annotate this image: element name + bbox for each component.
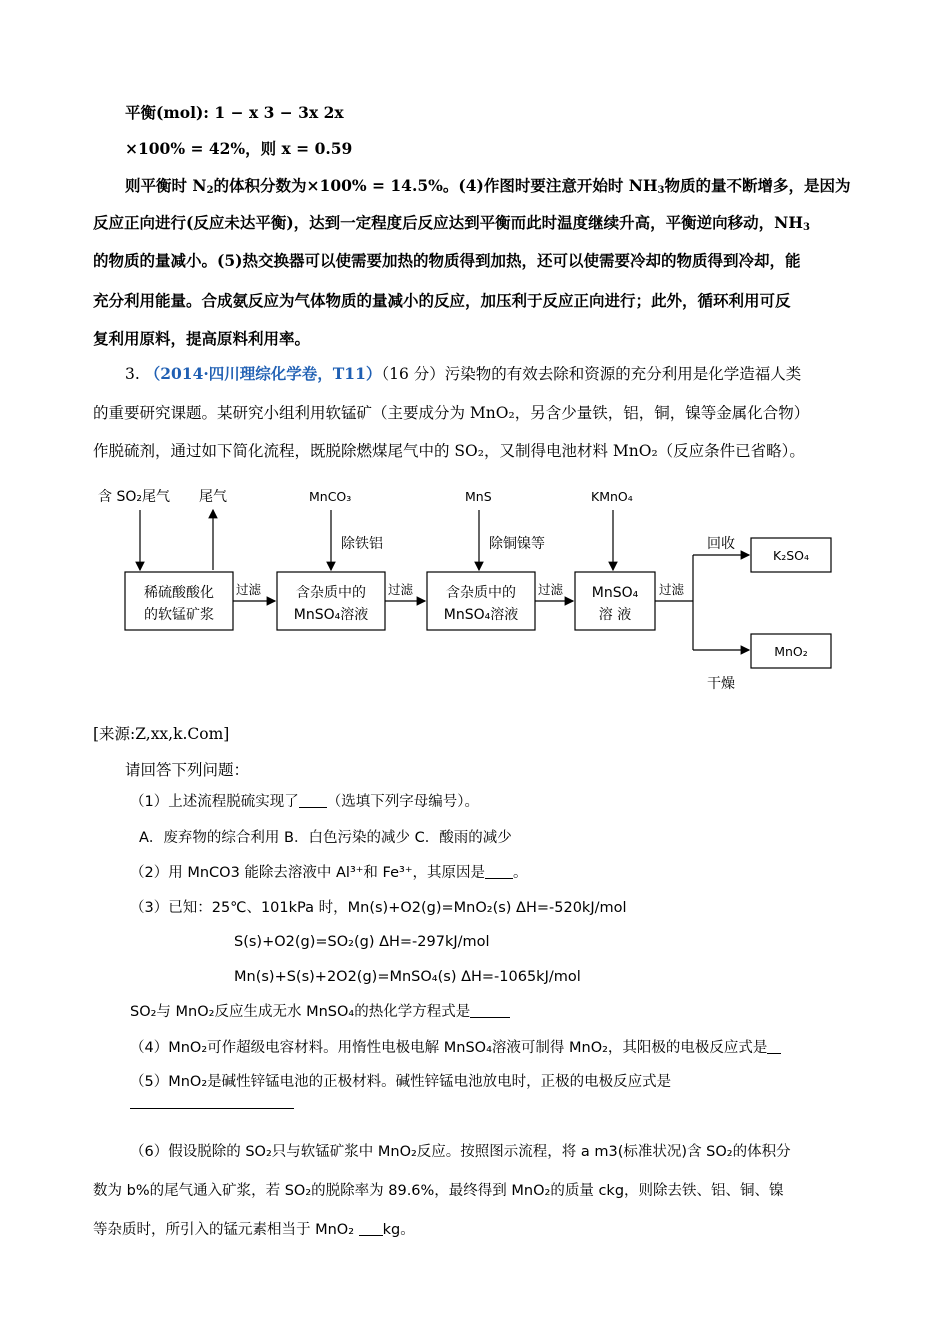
question-2 [130, 863, 527, 883]
q4-answer-blank [767, 1039, 781, 1054]
q6-answer-blank [359, 1221, 383, 1236]
question-3-line-1: （3）已知：25℃、101kPa 时，Mn(s)+O2(g)=MnO₂(s) ΔH=-520kJ/mol [130, 900, 627, 916]
box2-line2: MnSO₄溶液 [293, 607, 369, 623]
question-intro-1 [125, 364, 801, 384]
question-5: （5）MnO₂是碱性锌锰电池的正极材料。碱性锌锰电池放电时，正极的电极反应式是 [130, 1074, 672, 1090]
solution-text: 反应正向进行(反应未达平衡)，达到一定程度后反应达到平衡而此时温度继续升高，平衡逆向移动，NH [93, 213, 803, 232]
question-6-line-1: （6）假设脱除的 SO₂只与软锰矿浆中 MnO₂反应。按照图示流程，将 a m3(标准状况)含 SO₂的体积分 [130, 1144, 791, 1160]
label-remove-fe-al: 除铁铝 [341, 536, 383, 552]
label-recover: 回收 [707, 536, 735, 552]
question-source: （2014·四川理综化学卷，T11） [144, 364, 382, 383]
question-1-options: A．废弃物的综合利用 B．白色污染的减少 C．酸雨的减少 [139, 830, 512, 846]
label-reagent-mns: MnS [465, 489, 492, 504]
box1-line1: 稀硫酸酸化 [144, 585, 214, 601]
question-6-line-2: 数为 b%的尾气通入矿浆，若 SO₂的脱除率为 89.6%，最终得到 MnO₂的质量 ckg，则除去铁、铝、铜、镍 [93, 1183, 784, 1199]
q4-text: （4）MnO₂可作超级电容材料。用惰性电极电解 MnSO₄溶液可制得 MnO₂，其阳极的电极反应式是 [130, 1040, 768, 1056]
box1-line2: 的软锰矿浆 [144, 607, 214, 623]
solution-line-6: 充分利用能量。合成氨反应为气体物质的量减小的反应，加压利于反应正向进行；此外，循环利用可反 [93, 291, 791, 310]
solution-text: 物质的量不断增多，是因为 [664, 176, 851, 195]
label-reagent-kmno4: KMnO₄ [591, 489, 633, 504]
question-number: 3. [125, 365, 140, 383]
q5-answer-blank [130, 1108, 294, 1109]
label-filter-1: 过滤 [236, 582, 262, 597]
question-3-line-2: S(s)+O2(g)=SO₂(g) ΔH=-297kJ/mol [234, 934, 490, 950]
box2-line1: 含杂质中的 [296, 585, 366, 601]
q2-text: （2）用 MnCO3 能除去溶液中 Al³⁺和 Fe³⁺，其原因是 [130, 865, 485, 881]
question-intro: （16 分）污染物的有效去除和资源的充分利用是化学造福人类 [381, 365, 802, 383]
q6-end: kg。 [382, 1222, 415, 1238]
question-3-line-4 [130, 1002, 510, 1022]
q3-answer-blank [470, 1003, 510, 1018]
label-remove-cu-ni: 除铜镍等 [489, 536, 545, 552]
solution-line-3: 则平衡时 $N_2$的体积分数为×100% = 14.5%。(4)作图时要注意开始时 $NH_3$物质的量不断增多，是因为 [125, 176, 851, 196]
label-k2so4: K₂SO₄ [773, 548, 809, 563]
label-filter-4: 过滤 [659, 582, 685, 597]
question-1 [130, 792, 479, 812]
solution-line-4: 反应正向进行(反应未达平衡)，达到一定程度后反应达到平衡而此时温度继续升高，平衡逆向移动，$NH_3$ [93, 213, 810, 233]
solution-line-1: 平衡(mol): 1 − x 3 − 3x 2x [125, 103, 344, 122]
question-prompt: 请回答下列问题： [125, 761, 250, 779]
label-filter-2: 过滤 [388, 582, 414, 597]
box4-line1: MnSO₄ [591, 585, 639, 601]
q1-answer-blank [299, 793, 327, 808]
box3-line1: 含杂质中的 [446, 585, 516, 601]
question-3-line-3: Mn(s)+S(s)+2O2(g)=MnSO₄(s) ΔH=-1065kJ/mol [234, 969, 581, 985]
q6-text: 等杂质时，所引入的锰元素相当于 MnO₂ [93, 1222, 355, 1238]
label-filter-3: 过滤 [538, 582, 564, 597]
solution-line-2: ×100% = 42%，则 x = 0.59 [125, 139, 353, 158]
label-dry: 干燥 [707, 676, 735, 692]
q1-text: （1）上述流程脱硫实现了 [130, 794, 299, 810]
q3-text: SO₂与 MnO₂反应生成无水 MnSO₄的热化学方程式是 [130, 1004, 471, 1020]
question-6-line-3 [93, 1220, 415, 1240]
question-intro-2: 的重要研究课题。某研究小组利用软锰矿（主要成分为 MnO₂，另含少量铁，铝，铜，镍等金属化合物） [93, 404, 810, 422]
question-intro-3: 作脱硫剂，通过如下简化流程，既脱除燃煤尾气中的 SO₂，又制得电池材料 MnO₂（反应条件已省略）。 [93, 442, 805, 460]
label-reagent-mnco3: MnCO₃ [309, 489, 352, 504]
solution-text: 则平衡时 N [125, 176, 207, 195]
process-flow-diagram [93, 482, 853, 697]
source-tag: [来源:Z,xx,k.Com] [93, 725, 230, 743]
solution-line-5: 的物质的量减小。(5)热交换器可以使需要加热的物质得到加热，还可以使需要冷却的物质得到冷却，能 [93, 251, 801, 270]
box4-line2: 溶 液 [598, 607, 632, 623]
label-in-gas: 含 SO₂尾气 [98, 489, 170, 505]
label-mno2: MnO₂ [774, 644, 808, 659]
q2-end: 。 [512, 865, 528, 881]
label-out-gas: 尾气 [199, 489, 227, 505]
question-4 [130, 1038, 781, 1058]
box3-line2: MnSO₄溶液 [443, 607, 519, 623]
q2-answer-blank [485, 864, 513, 879]
solution-line-7: 复利用原料，提高原料利用率。 [93, 329, 311, 348]
solution-text: 的体积分数为×100% = 14.5%。(4)作图时要注意开始时 NH [213, 176, 658, 195]
q1-end: （选填下列字母编号）。 [326, 794, 479, 810]
